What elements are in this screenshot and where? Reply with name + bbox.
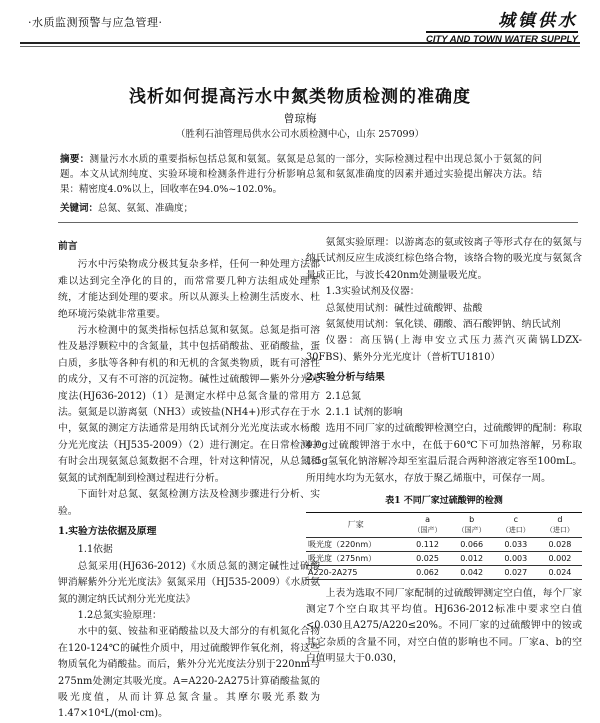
table-cell: 0.062	[405, 565, 449, 579]
table-header-sub: （国产）	[413, 525, 442, 534]
table-header-main: c	[513, 514, 518, 524]
paragraph: 总氮采用(HJ636-2012)《水质总氮的测定碱性过硫酸钾消解紫外分光光度法》氨氮采用（HJ535-2009）《水质氨氮的测定纳氏试剂分光光度法》	[58, 560, 320, 605]
table-header	[494, 512, 538, 537]
table-row	[306, 565, 582, 579]
table-header-main: b	[469, 514, 475, 524]
header-rule-thin	[20, 46, 580, 47]
table-header	[405, 512, 449, 537]
table-cell: 0.002	[538, 551, 582, 565]
data-table	[306, 512, 582, 580]
header-rule	[20, 42, 580, 44]
paragraph: 污水中污染物成分极其复杂多样，任何一种处理方法都难以达到完全净化的目的，而常常要几种方法组成处理系统，才能达到处理的要求。所以从源头上检测生活废水、杜绝环境污染就非常重要。	[58, 259, 320, 320]
table-row-label: A220-2A275	[306, 565, 405, 579]
left-column	[58, 235, 320, 723]
table-cell: 0.112	[405, 537, 449, 551]
table-cell: 0.012	[450, 551, 494, 565]
article-title: 浅析如何提高污水中氮类物质检测的准确度	[129, 87, 471, 107]
keywords-label: 关键词：	[60, 203, 99, 214]
subsection-1-1: 1.1依据	[77, 544, 113, 556]
table-cell: 0.033	[494, 537, 538, 551]
subsection-1-3: 1.3实验试剂及仪器：	[325, 286, 420, 298]
paragraph: 总氮使用试剂：碱性过硫酸钾、盐酸	[325, 302, 483, 314]
abstract-rule	[58, 222, 578, 223]
foreword-heading: 前言	[58, 241, 78, 252]
table-row	[306, 551, 582, 565]
subsection-2-1-1: 2.1.1 试剂的影响	[325, 407, 403, 419]
article-author: 曾琼梅	[283, 112, 317, 125]
table-row-label: 吸光度（220nm）	[306, 537, 405, 551]
abstract	[60, 152, 542, 197]
paragraph: 污水检测中的氮类指标包括总氮和氨氮。总氮是指可溶性及悬浮颗粒中的含氮量，其中包括硝酸盐、亚硝酸盐，蛋白质，多肽等各种有机的和无机的含氮类物质，既有可溶性的成分，又有不可溶的沉淀物。碱性过硫酸钾—紫外分光光度法(HJ636-2012)（1）是测定水样中总氮含量的常用方法。氨氮是以游离氨（NH3）或铵盐(NH4+)形式存在于水中，氨氮的测定方法通常是用纳氏试剂分光光度法或水杨酸分光光度法（HJ535-2009）（2）进行测定。在日常检测中有时会出现氨氮总氮数据不合理，针对这种情况，从总氮和氨氮的试剂配制到检测过程进行分析。	[58, 325, 320, 484]
journal-logo-en: CITY AND TOWN WATER SUPPLY	[426, 31, 578, 45]
table-header-sub: （进口）	[501, 525, 530, 534]
table-row	[306, 537, 582, 551]
table-cell: 0.042	[450, 565, 494, 579]
subsection-1-2: 1.2总氮实验原理：	[77, 609, 162, 621]
table-header-main: d	[557, 514, 563, 524]
paragraph: 氨氮实验原理：以游离态的氨或铵离子等形式存在的氨氮与纳氏试剂反应生成淡红棕色络合物，该络合物的吸光度与氨氮含量成正比，与波长420nm处测量吸光度。	[306, 237, 582, 281]
table-cell: 0.028	[538, 537, 582, 551]
paragraph: 上表为选取不同厂家配制的过硫酸钾测定空白值，每个厂家测定7个空白取其平均值。HJ636-2012标准中要求空白值<0.030且A275/A220≤20%。不同厂家的过硫酸钾中的铵或其它杂质的含量不同，对空白值的影响也不同。厂家a、b的空白值明显大于0.030，	[306, 587, 582, 665]
table-cell: 0.066	[450, 537, 494, 551]
keywords	[60, 200, 193, 214]
table-header	[538, 512, 582, 537]
table-header-main: a	[425, 514, 430, 524]
section-heading-1: 1.实验方法依据及原理	[58, 525, 157, 537]
subsection-2-1: 2.1总氮	[325, 390, 361, 402]
paragraph: 仪器：高压锅(上海申安立式压力蒸汽灭菌锅LDZX-30FBS)、紫外分光光度计（普析TU1810）	[306, 335, 582, 363]
running-header-section: ·水质监测预警与应急管理·	[28, 16, 163, 29]
table-cell: 0.003	[494, 551, 538, 565]
table-header-row	[306, 512, 582, 537]
paragraph: 选用不同厂家的过硫酸钾检测空白，过硫酸钾的配制：称取4.0g过硫酸钾溶于水中，在低于60℃下可加热溶解，另称取1.5g氢氧化钠溶解冷却至室温后混合两种溶液定容至100mL。所用纯水均为无氨水，存放于聚乙烯瓶中，可保存一周。	[306, 423, 582, 484]
article-affiliation: （胜利石油管理局供水公司水质检测中心，山东 257099）	[175, 129, 425, 140]
table-cell: 0.024	[538, 565, 582, 579]
table-header-main: 厂家	[347, 520, 364, 529]
right-column	[306, 235, 582, 668]
keywords-text: 总氮、氨氮、准确度；	[98, 203, 194, 214]
paragraph: 下面针对总氮、氨氮检测方法及检测步骤进行分析、实验。	[58, 489, 320, 517]
table-cell: 0.027	[494, 565, 538, 579]
paragraph: 水中的氨、铵盐和亚硝酸盐以及大部分的有机氮化合物在120-124℃的碱性介质中，用过硫酸钾作氧化剂，将这些物质氧化为硝酸盐。而后，紫外分光光度法分别于220nm与275nm处测定其吸光度。A=A220-2A275计算硝酸盐氮的吸光度值，从而计算总氮含量。其摩尔吸光系数为1.47×10⁴L/(mol·cm)。	[58, 626, 320, 720]
table-header	[306, 512, 405, 537]
journal-logo-cn: 城镇供水	[498, 11, 578, 31]
abstract-text: 测量污水水质的重要指标包括总氮和氨氮。氨氮是总氮的一部分，实际检测过程中出现总氮小于氨氮的问题。本文从试剂纯度、实验环境和检测条件进行分析影响总氮和氨氮准确度的因素并通过实验提出解决方法。结果：精密度4.0%以上，回收率在94.0%~102.0%。	[60, 154, 542, 195]
table-header	[450, 512, 494, 537]
paragraph: 氨氮使用试剂：氧化镁、硼酸、酒石酸钾钠、纳氏试剂	[325, 319, 561, 331]
journal-logo	[426, 6, 578, 45]
table-header-sub: （国产）	[457, 525, 486, 534]
table-header-sub: （进口）	[545, 525, 574, 534]
table-cell: 0.025	[405, 551, 449, 565]
section-heading-2: 2.实验分析与结果	[306, 372, 385, 384]
table-row-label: 吸光度（275nm）	[306, 551, 405, 565]
table-caption: 表1 不同厂家过硫酸钾的检测	[385, 496, 503, 507]
abstract-label: 摘要：	[60, 154, 90, 165]
